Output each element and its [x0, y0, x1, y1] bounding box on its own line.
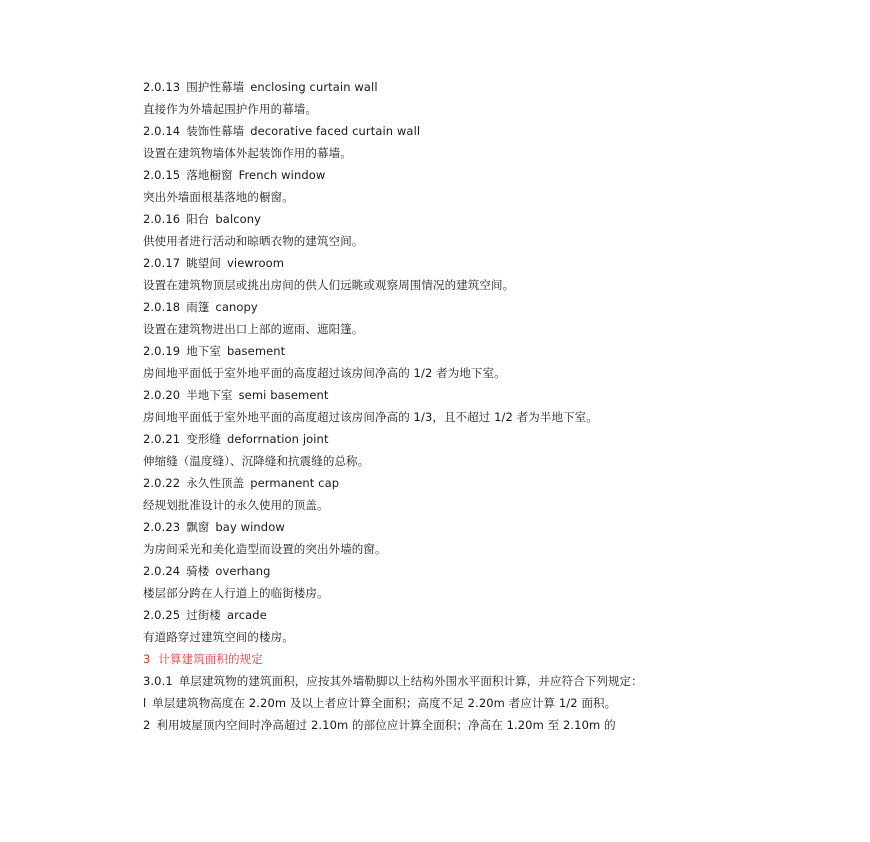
term-chinese: 永久性顶盖: [186, 476, 245, 490]
term-english: enclosing curtain wall: [250, 80, 378, 94]
term-definition: 直接作为外墙起围护作用的幕墙。: [143, 102, 317, 116]
term-number: 2.0.23: [143, 520, 181, 534]
term-english: overhang: [215, 564, 271, 578]
term-number: 2.0.17: [143, 256, 181, 270]
term-chinese: 变形缝: [186, 432, 221, 446]
term-chinese: 眺望间: [186, 256, 221, 270]
term-english: bay window: [215, 520, 285, 534]
section-heading: [143, 648, 753, 670]
term-english: basement: [227, 344, 286, 358]
section-number: 3: [143, 652, 151, 666]
clause-paragraph: [143, 670, 743, 692]
term-heading: [143, 472, 753, 494]
term-number: 2.0.14: [143, 124, 181, 138]
term-chinese: 过街楼: [186, 608, 221, 622]
term-number: 2.0.24: [143, 564, 181, 578]
term-english: deforrnation joint: [227, 432, 329, 446]
term-definition: 伸缩缝（温度缝）、沉降缝和抗震缝的总称。: [143, 454, 370, 468]
term-chinese: 围护性幕墙: [186, 80, 245, 94]
term-chinese: 装饰性幕墙: [186, 124, 245, 138]
term-definition: 楼层部分跨在人行道上的临街楼房。: [143, 586, 329, 600]
term-heading: [143, 340, 753, 362]
term-number: 2.0.25: [143, 608, 181, 622]
term-definition: 设置在建筑物进出口上部的遮雨、遮阳篷。: [143, 322, 364, 336]
term-number: 2.0.21: [143, 432, 181, 446]
term-heading: [143, 428, 753, 450]
clause-item: [143, 692, 753, 714]
item-number: 2: [143, 718, 151, 732]
term-heading: [143, 252, 753, 274]
term-number: 2.0.16: [143, 212, 181, 226]
term-heading: [143, 76, 753, 98]
item-text: 利用坡屋顶内空间时净高超过 2.10m 的部位应计算全面积；净高在 1.20m 至 2.10m 的: [156, 718, 616, 732]
term-english: arcade: [227, 608, 267, 622]
document-content: [143, 76, 753, 736]
term-heading: [143, 384, 753, 406]
term-number: 2.0.15: [143, 168, 181, 182]
term-number: 2.0.19: [143, 344, 181, 358]
term-definition: 突出外墙面根基落地的橱窗。: [143, 190, 294, 204]
term-chinese: 阳台: [186, 212, 210, 226]
term-number: 2.0.22: [143, 476, 181, 490]
term-english: canopy: [215, 300, 258, 314]
term-heading: [143, 208, 753, 230]
term-english: decorative faced curtain wall: [250, 124, 421, 138]
item-text: 单层建筑物高度在 2.20m 及以上者应计算全面积；高度不足 2.20m 者应计算 1/2 面积。: [152, 696, 617, 710]
term-definition: 房间地平面低于室外地平面的高度超过该房间净高的 1/3，且不超过 1/2 者为半地下室。: [143, 410, 598, 424]
term-heading: [143, 516, 753, 538]
clause-text: 单层建筑物的建筑面积，应按其外墙勒脚以上结构外围水平面积计算，并应符合下列规定：: [178, 674, 643, 688]
term-heading: [143, 560, 753, 582]
term-chinese: 半地下室: [186, 388, 233, 402]
term-definition: 为房间采光和美化造型而设置的突出外墙的窗。: [143, 542, 387, 556]
section-title: 计算建筑面积的规定: [158, 652, 263, 666]
term-definition: 供使用者进行活动和晾晒衣物的建筑空间。: [143, 234, 364, 248]
item-number: l: [143, 696, 147, 710]
term-heading: [143, 604, 753, 626]
term-heading: [143, 296, 753, 318]
term-definition: 设置在建筑物顶层或挑出房间的供人们远眺或观察周围情况的建筑空间。: [143, 278, 515, 292]
term-definition: 有道路穿过建筑空间的楼房。: [143, 630, 294, 644]
clause-item: [143, 714, 753, 736]
term-english: balcony: [215, 212, 262, 226]
term-heading: [143, 164, 753, 186]
term-number: 2.0.18: [143, 300, 181, 314]
term-chinese: 骑楼: [186, 564, 210, 578]
term-chinese: 落地橱窗: [186, 168, 233, 182]
term-english: semi basement: [238, 388, 329, 402]
term-number: 2.0.20: [143, 388, 181, 402]
term-definition: 设置在建筑物墙体外起装饰作用的幕墙。: [143, 146, 352, 160]
term-definition: 经规划批准设计的永久使用的顶盖。: [143, 498, 329, 512]
term-english: permanent cap: [250, 476, 340, 490]
term-chinese: 飘窗: [186, 520, 210, 534]
term-heading: [143, 120, 753, 142]
term-number: 2.0.13: [143, 80, 181, 94]
term-definition: 房间地平面低于室外地平面的高度超过该房间净高的 1/2 者为地下室。: [143, 366, 506, 380]
term-chinese: 地下室: [186, 344, 221, 358]
term-english: viewroom: [227, 256, 285, 270]
term-chinese: 雨篷: [186, 300, 210, 314]
term-english: French window: [238, 168, 326, 182]
clause-number: 3.0.1: [143, 674, 173, 688]
